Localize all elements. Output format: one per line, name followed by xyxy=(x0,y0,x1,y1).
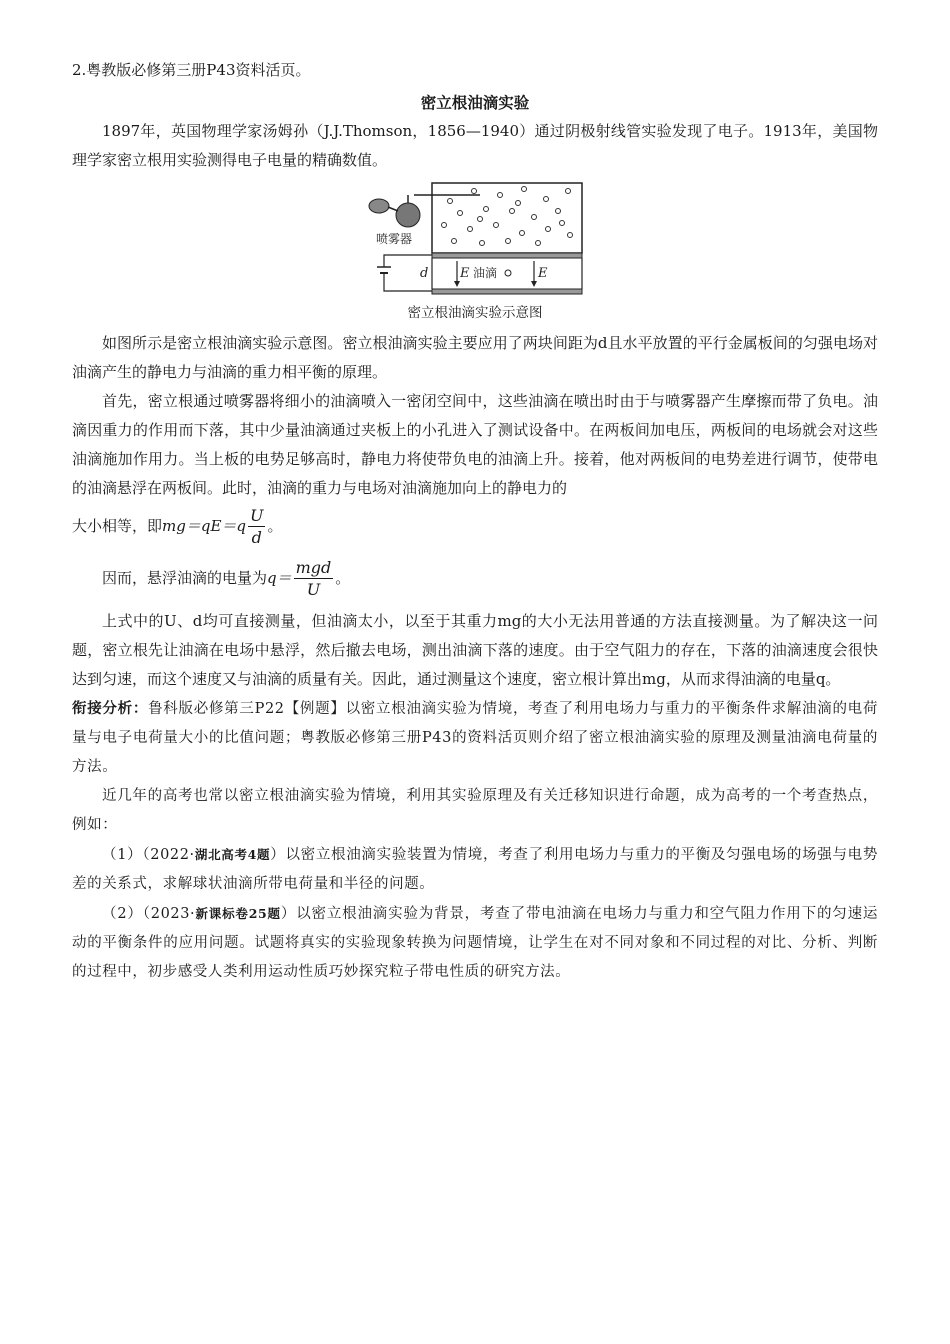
fraction-u-over-d: $\frac{U}{d}$ xyxy=(250,505,264,547)
millikan-figure xyxy=(72,177,878,329)
apparatus-diagram xyxy=(362,181,592,305)
upper-plate xyxy=(432,253,582,258)
field-label-right: E xyxy=(538,266,548,281)
figure-caption: 密立根油滴实验示意图 xyxy=(407,305,543,321)
oil-drop xyxy=(505,270,511,276)
document-page xyxy=(72,56,878,987)
intro-paragraph: 1897年，英国物理学家汤姆孙（J.J.Thomson，1856—1940）通过阴极射线管实验发现了电子。1913年，美国物理学家密立根用实验测得电子电量的精确数值。 xyxy=(72,122,878,169)
example-item-1: （1）（2022·湖北高考4题）以密立根油滴实验装置为情境，考查了利用电场力与重力的平衡及匀强电场的场强与电势差的关系式，求解球状油滴所带电荷量和半径的问题。 xyxy=(72,847,878,892)
article-title: 密立根油滴实验 xyxy=(420,93,530,112)
exam-ref-1: 湖北高考4题 xyxy=(194,847,271,862)
distance-label: d xyxy=(420,266,429,281)
lower-plate xyxy=(432,289,582,294)
analysis-intro: 近几年的高考也常以密立根油滴实验为情境，利用其实验原理及有关迁移知识进行命题，成为高考的一个考查热点，例如： xyxy=(72,788,878,833)
equation-expr: mg＝qE＝q xyxy=(162,516,246,535)
analysis-paragraph: 衔接分析：鲁科版必修第三P22【例题】以密立根油滴实验为情境，考查了利用电场力与重力的平衡条件求解油滴的电荷量与电子电荷量大小的比值问题；粤教版必修第三册P43的资料活页则介绍了密立根油滴实验的原理及测量油滴电荷量的方法。 xyxy=(72,700,878,775)
sprayer-label: 喷雾器 xyxy=(376,232,413,246)
fraction-mgd-over-u: $\frac{\text{mgd}}{U}$ xyxy=(295,557,332,599)
equation-balance: 大小相等，即 mg＝qE＝q $\frac{U}{d}$ 。 xyxy=(72,505,283,547)
equation-charge: 因而，悬浮油滴的电量为 q＝ $\frac{\text{mgd}}{U}$ 。 xyxy=(102,557,351,599)
sprayer-bulb xyxy=(369,199,389,213)
paragraph-measurement: 上式中的U、d均可直接测量，但油滴太小，以至于其重力mg的大小无法用普通的方法直接测量。为了解决这一问题，密立根先让油滴在电场中悬浮，然后撤去电场，测出油滴下落的速度。由于空气阻力的存在，下落的油滴速度会很快达到匀速，而这个速度又与油滴的质量有关。因此，通过测量这个速度，密立根计算出mg，从而求得油滴的电量q。 xyxy=(72,612,878,688)
paragraph-procedure: 首先，密立根通过喷雾器将细小的油滴喷入一密闭空间中，这些油滴在喷出时由于与喷雾器产生摩擦而带了负电。油滴因重力的作用而下落，其中少量油滴通过夹板上的小孔进入了测试设备中。在两板间加电压，两板间的电场就会对这些油滴施加作用力。当上板的电势足够高时，静电力将使带负电的油滴上升。接着，他对两板间的电势差进行调节，使带电的油滴悬浮在两板间。此时，油滴的重力与电场对油滴施加向上的静电力的 xyxy=(72,392,878,497)
equation-expr-q: q＝ xyxy=(267,568,292,587)
analysis-label: 衔接分析： xyxy=(72,700,149,717)
oil-drop-label: 油滴 xyxy=(473,266,498,280)
paragraph-principle: 如图所示是密立根油滴实验示意图。密立根油滴实验主要应用了两块间距为d且水平放置的平行金属板间的匀强电场对油滴产生的静电力与油滴的重力相平衡的原理。 xyxy=(72,334,878,381)
sprayer-bottle xyxy=(396,203,420,227)
example-item-2: （2）（2023·新课标卷25题）以密立根油滴实验为背景，考查了带电油滴在电场力与重力和空气阻力作用下的匀速运动的平衡条件的应用问题。试题将真实的实验现象转换为问题情境，让学生在对不同对象和不同过程的对比、分析、判断的过程中，初步感受人类利用运动性质巧妙探究粒子带电性质的研究方法。 xyxy=(72,906,878,980)
chamber-box xyxy=(432,183,582,253)
source-line: 2.粤教版必修第三册P43资料活页。 xyxy=(72,61,311,79)
exam-ref-2: 新课标卷25题 xyxy=(195,906,281,921)
field-label-left: E xyxy=(460,266,470,281)
